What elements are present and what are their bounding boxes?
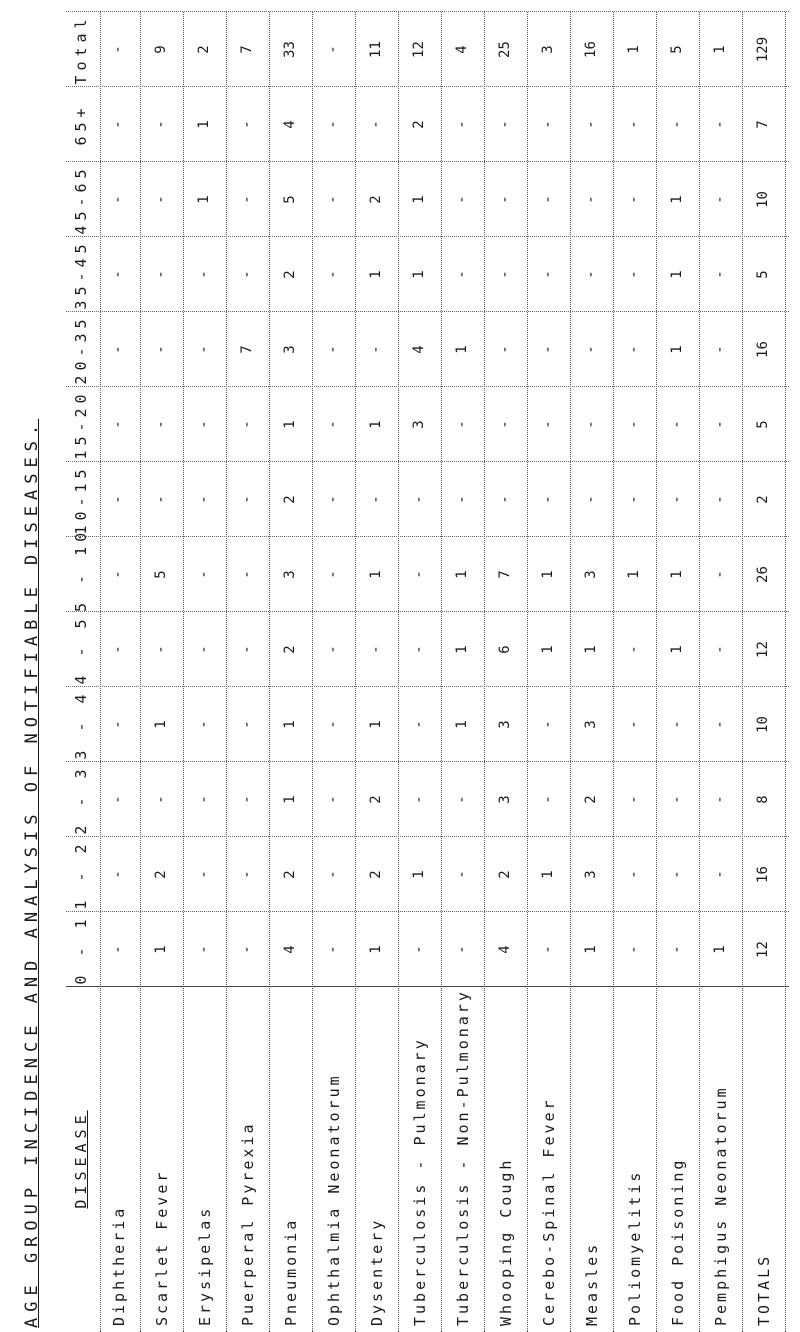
count-cell: - bbox=[669, 795, 685, 804]
column-border bbox=[66, 836, 789, 837]
count-cell: 1 bbox=[411, 270, 427, 279]
row-divider bbox=[140, 12, 141, 1332]
count-cell: - bbox=[712, 270, 728, 279]
count-cell: 16 bbox=[583, 41, 599, 58]
count-cell: - bbox=[196, 570, 212, 579]
count-cell: 1 bbox=[411, 195, 427, 204]
total-cell: 26 bbox=[755, 566, 771, 583]
row-divider bbox=[441, 12, 442, 1332]
total-cell: 8 bbox=[755, 795, 771, 804]
count-cell: - bbox=[325, 345, 341, 354]
column-border bbox=[66, 761, 789, 762]
count-cell: - bbox=[411, 795, 427, 804]
count-cell: 7 bbox=[497, 570, 513, 579]
count-cell: - bbox=[454, 945, 470, 954]
disease-label: Dysentery bbox=[368, 1217, 386, 1326]
column-border bbox=[66, 536, 789, 537]
count-cell: - bbox=[540, 195, 556, 204]
total-cell: 7 bbox=[755, 120, 771, 129]
count-cell: - bbox=[669, 870, 685, 879]
disease-label: Ophthalmia Neonatorum bbox=[325, 1073, 343, 1326]
count-cell: - bbox=[239, 495, 255, 504]
age-column-header: 0 - 1 bbox=[72, 914, 90, 985]
count-cell: - bbox=[411, 570, 427, 579]
count-cell: - bbox=[626, 495, 642, 504]
count-cell: 1 bbox=[196, 120, 212, 129]
count-cell: - bbox=[497, 495, 513, 504]
count-cell: 2 bbox=[282, 645, 298, 654]
age-column-header: Total bbox=[72, 14, 90, 85]
count-cell: - bbox=[325, 945, 341, 954]
count-cell: - bbox=[325, 495, 341, 504]
count-cell: 1 bbox=[712, 945, 728, 954]
count-cell: - bbox=[110, 345, 126, 354]
column-border bbox=[66, 161, 789, 162]
count-cell: 12 bbox=[411, 41, 427, 58]
count-cell: - bbox=[712, 345, 728, 354]
row-divider bbox=[269, 12, 270, 1332]
count-cell: 1 bbox=[669, 645, 685, 654]
count-cell: - bbox=[196, 720, 212, 729]
count-cell: - bbox=[325, 195, 341, 204]
count-cell: 2 bbox=[368, 870, 384, 879]
column-border bbox=[66, 11, 789, 12]
column-border bbox=[66, 86, 789, 87]
count-cell: 1 bbox=[368, 945, 384, 954]
count-cell: - bbox=[454, 270, 470, 279]
count-cell: - bbox=[325, 795, 341, 804]
count-cell: 1 bbox=[368, 570, 384, 579]
column-border bbox=[66, 611, 789, 612]
count-cell: - bbox=[626, 270, 642, 279]
count-cell: - bbox=[583, 420, 599, 429]
count-cell: 1 bbox=[583, 645, 599, 654]
count-cell: 1 bbox=[153, 720, 169, 729]
count-cell: 25 bbox=[497, 41, 513, 58]
count-cell: - bbox=[712, 795, 728, 804]
age-column-header: 2 - 3 bbox=[72, 764, 90, 835]
count-cell: - bbox=[712, 645, 728, 654]
count-cell: - bbox=[454, 420, 470, 429]
count-cell: 9 bbox=[153, 45, 169, 54]
disease-label: Poliomyelitis bbox=[626, 1169, 644, 1326]
count-cell: 1 bbox=[669, 345, 685, 354]
count-cell: - bbox=[583, 195, 599, 204]
count-cell: - bbox=[153, 495, 169, 504]
count-cell: 2 bbox=[282, 495, 298, 504]
row-divider bbox=[484, 12, 485, 1332]
count-cell: - bbox=[583, 120, 599, 129]
count-cell: - bbox=[239, 570, 255, 579]
column-border bbox=[66, 911, 789, 912]
count-cell: - bbox=[669, 495, 685, 504]
row-divider bbox=[785, 12, 786, 1332]
count-cell: - bbox=[497, 345, 513, 354]
count-cell: - bbox=[153, 270, 169, 279]
disease-label: Cerebo-Spinal Fever bbox=[540, 1097, 558, 1326]
count-cell: 1 bbox=[454, 645, 470, 654]
count-cell: - bbox=[325, 120, 341, 129]
disease-label: Pneumonia bbox=[282, 1217, 300, 1326]
count-cell: 3 bbox=[282, 345, 298, 354]
row-divider bbox=[527, 12, 528, 1332]
count-cell: 3 bbox=[540, 45, 556, 54]
count-cell: - bbox=[540, 945, 556, 954]
count-cell: 4 bbox=[497, 945, 513, 954]
count-cell: 2 bbox=[411, 120, 427, 129]
total-cell: 12 bbox=[755, 941, 771, 958]
count-cell: 1 bbox=[626, 570, 642, 579]
count-cell: - bbox=[540, 120, 556, 129]
count-cell: 1 bbox=[669, 570, 685, 579]
count-cell: 1 bbox=[368, 420, 384, 429]
row-divider bbox=[312, 12, 313, 1332]
count-cell: - bbox=[239, 420, 255, 429]
count-cell: - bbox=[153, 195, 169, 204]
column-border bbox=[66, 686, 789, 687]
count-cell: - bbox=[497, 195, 513, 204]
count-cell: - bbox=[196, 795, 212, 804]
count-cell: - bbox=[454, 195, 470, 204]
count-cell: 3 bbox=[583, 870, 599, 879]
count-cell: 1 bbox=[454, 570, 470, 579]
count-cell: - bbox=[454, 495, 470, 504]
count-cell: - bbox=[626, 795, 642, 804]
count-cell: - bbox=[110, 420, 126, 429]
row-divider bbox=[742, 12, 743, 1332]
count-cell: 1 bbox=[540, 645, 556, 654]
column-border bbox=[66, 311, 789, 312]
age-column-header: 5 - 10 bbox=[72, 527, 90, 612]
row-divider bbox=[183, 12, 184, 1332]
age-column-header: 1 - 2 bbox=[72, 839, 90, 910]
count-cell: 1 bbox=[282, 720, 298, 729]
count-cell: 4 bbox=[282, 945, 298, 954]
count-cell: - bbox=[368, 495, 384, 504]
disease-column-header: DISEASE bbox=[72, 1110, 90, 1209]
count-cell: 2 bbox=[368, 195, 384, 204]
count-cell: - bbox=[626, 645, 642, 654]
count-cell: - bbox=[626, 195, 642, 204]
header-divider bbox=[100, 12, 101, 1332]
count-cell: - bbox=[239, 120, 255, 129]
count-cell: 5 bbox=[669, 45, 685, 54]
count-cell: 5 bbox=[282, 195, 298, 204]
count-cell: 1 bbox=[454, 720, 470, 729]
count-cell: - bbox=[669, 120, 685, 129]
count-cell: - bbox=[110, 120, 126, 129]
count-cell: - bbox=[325, 870, 341, 879]
count-cell: 7 bbox=[239, 45, 255, 54]
count-cell: - bbox=[196, 645, 212, 654]
count-cell: - bbox=[196, 495, 212, 504]
count-cell: - bbox=[540, 345, 556, 354]
count-cell: - bbox=[626, 945, 642, 954]
count-cell: - bbox=[626, 120, 642, 129]
age-column-header: 4 - 5 bbox=[72, 614, 90, 685]
count-cell: 5 bbox=[153, 570, 169, 579]
total-cell: 10 bbox=[755, 716, 771, 733]
count-cell: - bbox=[669, 720, 685, 729]
totals-label: TOTALS bbox=[755, 1253, 773, 1326]
count-cell: - bbox=[626, 870, 642, 879]
count-cell: - bbox=[583, 345, 599, 354]
count-cell: 1 bbox=[540, 870, 556, 879]
count-cell: 2 bbox=[583, 795, 599, 804]
count-cell: - bbox=[540, 495, 556, 504]
count-cell: - bbox=[368, 120, 384, 129]
count-cell: 3 bbox=[282, 570, 298, 579]
count-cell: 2 bbox=[497, 870, 513, 879]
count-cell: - bbox=[497, 120, 513, 129]
count-cell: - bbox=[325, 645, 341, 654]
count-cell: 1 bbox=[153, 945, 169, 954]
disease-label: Whooping Cough bbox=[497, 1157, 515, 1326]
age-column-header: 65+ bbox=[72, 103, 90, 146]
count-cell: 1 bbox=[454, 345, 470, 354]
count-cell: 3 bbox=[497, 795, 513, 804]
age-column-header: 15-20 bbox=[72, 389, 90, 460]
count-cell: - bbox=[669, 420, 685, 429]
column-border bbox=[66, 236, 789, 237]
count-cell: - bbox=[712, 720, 728, 729]
count-cell: - bbox=[712, 570, 728, 579]
total-cell: 16 bbox=[755, 866, 771, 883]
count-cell: 4 bbox=[411, 345, 427, 354]
count-cell: - bbox=[325, 270, 341, 279]
count-cell: - bbox=[325, 45, 341, 54]
count-cell: - bbox=[239, 720, 255, 729]
count-cell: 4 bbox=[282, 120, 298, 129]
count-cell: - bbox=[540, 720, 556, 729]
count-cell: - bbox=[153, 120, 169, 129]
row-divider bbox=[226, 12, 227, 1332]
label-column-border bbox=[66, 986, 789, 987]
count-cell: 3 bbox=[583, 720, 599, 729]
count-cell: - bbox=[626, 720, 642, 729]
count-cell: - bbox=[497, 270, 513, 279]
count-cell: 2 bbox=[282, 870, 298, 879]
count-cell: 1 bbox=[411, 870, 427, 879]
count-cell: 1 bbox=[368, 270, 384, 279]
count-cell: 1 bbox=[196, 195, 212, 204]
age-column-header: 35-45 bbox=[72, 239, 90, 310]
count-cell: - bbox=[540, 795, 556, 804]
count-cell: - bbox=[110, 870, 126, 879]
row-divider bbox=[613, 12, 614, 1332]
count-cell: - bbox=[368, 345, 384, 354]
disease-label: Food Poisoning bbox=[669, 1157, 687, 1326]
count-cell: - bbox=[454, 795, 470, 804]
disease-label: Pemphigus Neonatorum bbox=[712, 1085, 730, 1326]
count-cell: - bbox=[110, 645, 126, 654]
count-cell: - bbox=[110, 195, 126, 204]
count-cell: - bbox=[454, 120, 470, 129]
total-cell: 5 bbox=[755, 420, 771, 429]
disease-label: Tuberculosis - Non-Pulmonary bbox=[454, 989, 472, 1326]
count-cell: - bbox=[110, 495, 126, 504]
count-cell: - bbox=[583, 270, 599, 279]
count-cell: - bbox=[239, 870, 255, 879]
disease-label: Tuberculosis - Pulmonary bbox=[411, 1037, 429, 1326]
count-cell: - bbox=[153, 645, 169, 654]
count-cell: - bbox=[196, 420, 212, 429]
count-cell: - bbox=[583, 495, 599, 504]
count-cell: 1 bbox=[368, 720, 384, 729]
count-cell: - bbox=[626, 420, 642, 429]
count-cell: 1 bbox=[282, 795, 298, 804]
count-cell: - bbox=[153, 795, 169, 804]
count-cell: - bbox=[110, 270, 126, 279]
count-cell: - bbox=[411, 495, 427, 504]
count-cell: - bbox=[325, 570, 341, 579]
count-cell: - bbox=[411, 720, 427, 729]
count-cell: - bbox=[669, 945, 685, 954]
row-divider bbox=[570, 12, 571, 1332]
disease-label: Scarlet Fever bbox=[153, 1169, 171, 1326]
count-cell: - bbox=[239, 645, 255, 654]
column-border bbox=[66, 461, 789, 462]
count-cell: 2 bbox=[282, 270, 298, 279]
count-cell: 1 bbox=[669, 270, 685, 279]
column-border bbox=[66, 386, 789, 387]
count-cell: - bbox=[411, 645, 427, 654]
count-cell: - bbox=[540, 270, 556, 279]
count-cell: - bbox=[196, 945, 212, 954]
count-cell: - bbox=[239, 195, 255, 204]
count-cell: 1 bbox=[282, 420, 298, 429]
total-cell: 10 bbox=[755, 191, 771, 208]
disease-label: Measles bbox=[583, 1241, 601, 1326]
count-cell: 1 bbox=[583, 945, 599, 954]
count-cell: 6 bbox=[497, 645, 513, 654]
count-cell: 3 bbox=[583, 570, 599, 579]
count-cell: 2 bbox=[153, 870, 169, 879]
disease-label: Erysipelas bbox=[196, 1205, 214, 1326]
count-cell: 33 bbox=[282, 41, 298, 58]
disease-label: Diphtheria bbox=[110, 1205, 128, 1326]
count-cell: 7 bbox=[239, 345, 255, 354]
age-column-header: 20-35 bbox=[72, 314, 90, 385]
count-cell: - bbox=[110, 570, 126, 579]
count-cell: 1 bbox=[712, 45, 728, 54]
row-divider bbox=[656, 12, 657, 1332]
count-cell: 11 bbox=[368, 41, 384, 58]
age-column-header: 3 - 4 bbox=[72, 689, 90, 760]
count-cell: 3 bbox=[497, 720, 513, 729]
total-cell: 129 bbox=[755, 36, 771, 63]
total-cell: 16 bbox=[755, 341, 771, 358]
count-cell: - bbox=[325, 420, 341, 429]
count-cell: 4 bbox=[454, 45, 470, 54]
row-divider bbox=[355, 12, 356, 1332]
count-cell: - bbox=[712, 495, 728, 504]
row-divider bbox=[699, 12, 700, 1332]
count-cell: - bbox=[540, 420, 556, 429]
count-cell: - bbox=[368, 645, 384, 654]
count-cell: - bbox=[196, 345, 212, 354]
count-cell: - bbox=[110, 795, 126, 804]
count-cell: - bbox=[239, 945, 255, 954]
count-cell: - bbox=[239, 270, 255, 279]
count-cell: - bbox=[712, 120, 728, 129]
count-cell: - bbox=[712, 870, 728, 879]
age-column-header: 45-65 bbox=[72, 164, 90, 235]
total-cell: 5 bbox=[755, 270, 771, 279]
count-cell: - bbox=[712, 420, 728, 429]
count-cell: 1 bbox=[626, 45, 642, 54]
count-cell: 3 bbox=[411, 420, 427, 429]
count-cell: - bbox=[110, 945, 126, 954]
count-cell: - bbox=[196, 870, 212, 879]
count-cell: 1 bbox=[540, 570, 556, 579]
count-cell: - bbox=[196, 270, 212, 279]
row-divider bbox=[398, 12, 399, 1332]
count-cell: - bbox=[239, 795, 255, 804]
total-cell: 2 bbox=[755, 495, 771, 504]
count-cell: - bbox=[110, 720, 126, 729]
age-column-header: 10-15 bbox=[72, 464, 90, 535]
count-cell: - bbox=[110, 45, 126, 54]
report-title: AGE GROUP INCIDENCE AND ANALYSIS OF NOTIFIABLE DISEASES. bbox=[22, 418, 42, 1328]
count-cell: - bbox=[626, 345, 642, 354]
count-cell: - bbox=[497, 420, 513, 429]
count-cell: - bbox=[325, 720, 341, 729]
disease-label: Puerperal Pyrexia bbox=[239, 1121, 257, 1326]
count-cell: 2 bbox=[368, 795, 384, 804]
count-cell: - bbox=[454, 870, 470, 879]
count-cell: - bbox=[411, 945, 427, 954]
count-cell: - bbox=[153, 420, 169, 429]
total-cell: 12 bbox=[755, 641, 771, 658]
count-cell: 2 bbox=[196, 45, 212, 54]
count-cell: - bbox=[153, 345, 169, 354]
count-cell: - bbox=[712, 195, 728, 204]
count-cell: 1 bbox=[669, 195, 685, 204]
